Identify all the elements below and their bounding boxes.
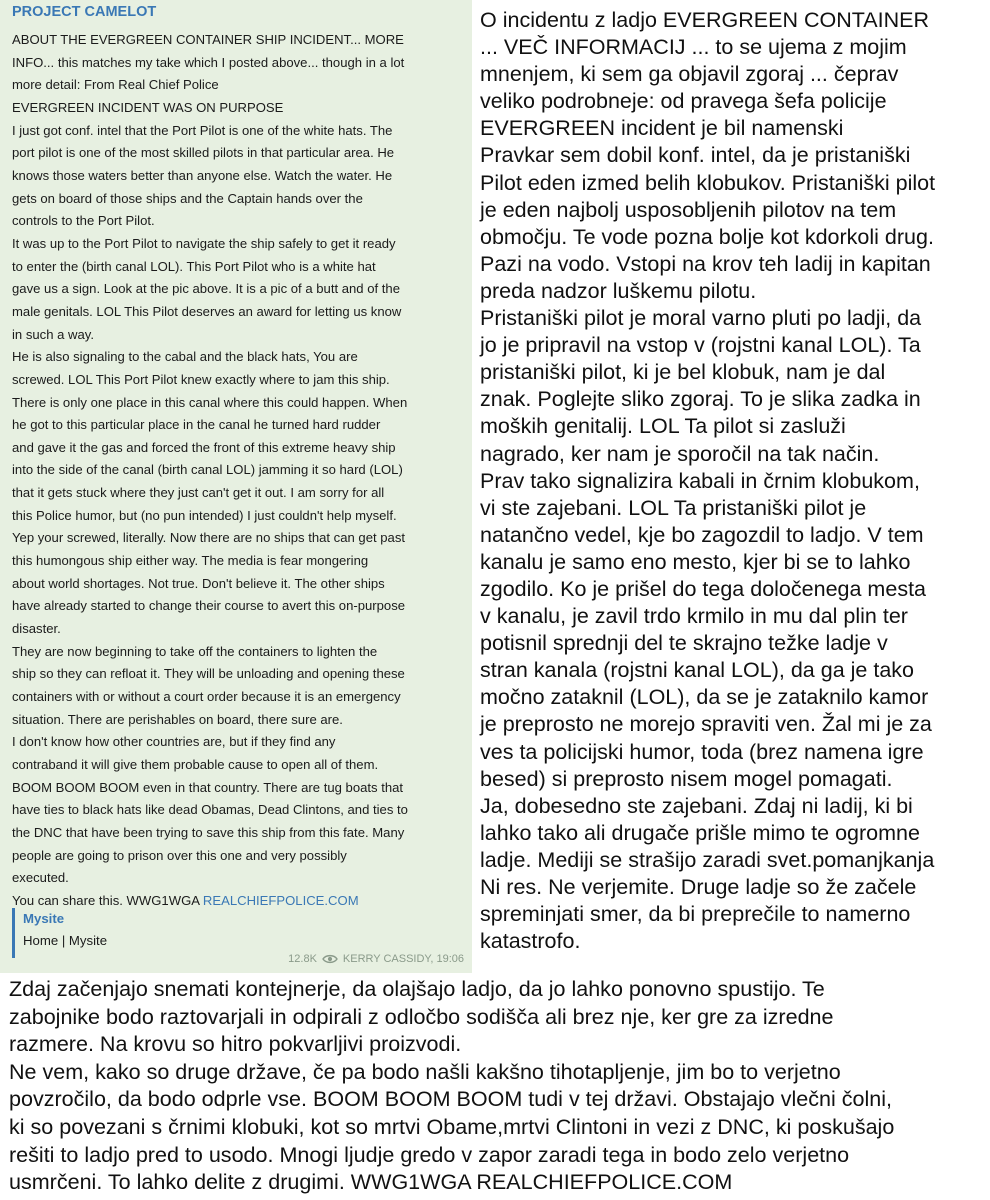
translation-line: rešiti to ladjo pred to usodo. Mnogi ljudje gredo v zapor zaradi tega in bodo zelo verjetno [9, 1141, 850, 1167]
translation-line: zgodilo. Ko je prišel do tega določenega mesta [480, 575, 927, 601]
translation-line: mnenjem, ki sem ga objavil zgoraj ... čeprav [480, 61, 899, 87]
post-line: people are going to prison over this one and very possibly [12, 847, 347, 863]
translation-bottom [9, 975, 990, 1196]
post-line: this Police humor, but (no pun intended) I just couldn't help myself. [12, 507, 397, 523]
post-line: to enter the (birth canal LOL). This Port Pilot who is a white hat [12, 258, 376, 274]
translation-line: Ja, dobesedno ste zajebani. Zdaj ni ladij, ki bi [480, 792, 913, 818]
translation-line: je preprosto ne morejo spraviti ven. Žal mi je za [480, 711, 932, 737]
post-line: BOOM BOOM BOOM even in that country. There are tug boats that [12, 779, 404, 795]
translation-line: znak. Poglejte sliko zgoraj. To je slika zadka in [480, 386, 921, 412]
post-line: male genitals. LOL This Pilot deserves an award for letting us know [12, 303, 402, 319]
translation-line: ... VEČ INFORMACIJ ... to se ujema z mojim [480, 34, 907, 60]
translation-line: Pravkar sem dobil konf. intel, da je pristaniški [480, 142, 911, 168]
post-line: controls to the Port Pilot. [12, 213, 155, 229]
translation-line: Pazi na vodo. Vstopi na krov teh ladij in kapitan [480, 250, 931, 276]
translation-line: močno zataknil (LOL), da se je zataknilo kamor [480, 684, 929, 710]
translation-line: preda nadzor luškemu pilotu. [480, 277, 757, 303]
preview-title[interactable]: Mysite [23, 911, 65, 926]
translation-line: pristaniški pilot, ki je bel klobuk, nam je dal [480, 359, 886, 385]
eye-icon [322, 954, 338, 964]
translation-line: usmrčeni. To lahko delite z drugimi. WWG1WGA REALCHIEFPOLICE.COM [9, 1169, 733, 1195]
post-line: about world shortages. Not true. Don't believe it. The other ships [12, 575, 385, 591]
preview-description: Home | Mysite [23, 933, 108, 948]
telegram-post [0, 0, 472, 973]
translation-line: O incidentu z ladjo EVERGREEN CONTAINER [480, 7, 930, 32]
post-line: executed. [12, 870, 69, 886]
post-line: I don't know how other countries are, but if they find any [12, 734, 336, 750]
translation-line: potisnil sprednji del te skrajno težke ladje v [480, 630, 888, 656]
translation-line: ki so povezani s črnimi klobuki, kot so mrtvi Obame,mrtvi Clintoni in vezi z DNC, ki poskušajo [9, 1113, 895, 1139]
translation-line: stran kanala (rojstni kanal LOL), da ga je tako [480, 657, 915, 683]
translation-right [480, 6, 990, 954]
translation-line: kanalu je samo eno mesto, kjer bi se to lahko [480, 548, 911, 574]
post-line: more detail: From Real Chief Police [12, 77, 219, 93]
post-line: contraband it will give them probable cause to open all of them. [12, 757, 379, 772]
translation-line: Prav tako signalizira kabali in črnim klobukom, [480, 467, 920, 493]
translation-line: nagrado, ker nam je sporočil na tak način. [480, 440, 880, 466]
post-line: have ties to black hats like dead Obamas, Dead Clintons, and ties to [12, 802, 408, 818]
post-line: he got to this particular place in the canal he turned hard rudder [12, 417, 381, 433]
post-line: There is only one place in this canal where this could happen. When [12, 394, 408, 410]
post-line: that it gets stuck where they just can't get it out. I am sorry for all [12, 485, 385, 501]
translation-line: Zdaj začenjajo snemati kontejnerje, da olajšajo ladjo, da jo lahko ponovno spustijo. Te [9, 976, 825, 1001]
post-line: in such a way. [12, 326, 94, 342]
translation-line: lahko tako ali drugače prišle mimo te ogromne [480, 819, 920, 845]
link-preview[interactable] [12, 908, 107, 958]
translation-line: besed) si preprosto nisem mogel pomagati. [480, 765, 893, 791]
translation-line: Ne vem, kako so druge države, če pa bodo našli kakšno tihotapljenje, jim bo to verjetno [9, 1058, 841, 1084]
post-line: the DNC that have been trying to save this ship from this fate. Many [12, 824, 405, 840]
share-text: You can share this. WWG1WGA [12, 892, 203, 908]
translation-line: ladje. Mediji se strašijo zaradi svet.pomanjkanja [480, 846, 935, 872]
post-line: knows those waters better than anyone else. Watch the water. He [12, 167, 393, 183]
author-time: KERRY CASSIDY, 19:06 [342, 953, 464, 965]
channel-name[interactable]: PROJECT CAMELOT [12, 4, 157, 20]
post-line: into the side of the canal (birth canal LOL) jamming it so hard (LOL) [12, 462, 403, 478]
translation-line: Pilot eden izmed belih klobukov. Pristaniški pilot [480, 169, 936, 195]
post-line: He is also signaling to the cabal and the black hats, You are [12, 349, 358, 365]
post-line: gets on board of those ships and the Captain hands over the [12, 190, 363, 206]
post-line: disaster. [12, 621, 61, 637]
post-line: this humongous ship either way. The media is fear mongering [12, 553, 369, 569]
post-line: have already started to change their course to avert this on-purpose [12, 598, 406, 614]
translation-line: Pristaniški pilot je moral varno pluti po ladji, da [480, 305, 922, 331]
translation-line: katastrofo. [480, 928, 581, 954]
post-meta [288, 950, 464, 968]
translation-line: jo je pripravil na vstop v (rojstni kanal LOL). Ta [480, 332, 921, 358]
post-line: INFO... this matches my take which I posted above... though in a lot [12, 54, 405, 70]
post-line: Yep your screwed, literally. Now there are no ships that can get past [12, 530, 406, 546]
post-line: port pilot is one of the most skilled pilots in that particular area. He [12, 145, 395, 161]
post-line: ABOUT THE EVERGREEN CONTAINER SHIP INCIDENT... MORE [12, 32, 404, 47]
post-line: They are now beginning to take off the containers to lighten the [12, 643, 378, 659]
translation-line: v kanalu, je zavil trdo krmilo in mu dal plin ter [480, 603, 908, 629]
translation-line: območju. Te vode pozna bolje kot kdorkoli drug. [480, 223, 934, 249]
translation-line: natančno vedel, kje bo zagozdil to ladjo. V tem [480, 521, 924, 547]
view-count: 12.8K [288, 953, 317, 965]
translation-line: razmere. Na krovu so hitro pokvarljivi proizvodi. [9, 1031, 462, 1057]
translation-line: veliko podrobneje: od pravega šefa policije [480, 88, 887, 114]
translation-line: vi ste zajebani. LOL Ta pristaniški pilot je [480, 494, 867, 520]
translation-line: zabojnike bodo raztovarjali in odpirali z odločbo sodišča ali brez nje, ker gre za izredne [9, 1003, 834, 1029]
translation-line: EVERGREEN incident je bil namenski [480, 115, 844, 141]
post-body [12, 29, 462, 913]
translation-line: je eden najbolj usposobljenih pilotov na tem [480, 196, 897, 222]
post-line: EVERGREEN INCIDENT WAS ON PURPOSE [12, 99, 284, 115]
translation-line: ves ta policijski humor, toda (brez namena igre [480, 738, 924, 764]
post-line: It was up to the Port Pilot to navigate the ship safely to get it ready [12, 235, 396, 251]
post-line: ship so they can refloat it. They will be unloading and opening these [12, 666, 405, 682]
post-line: screwed. LOL This Port Pilot knew exactly where to jam this ship. [12, 371, 390, 387]
post-line: gave us a sign. Look at the pic above. It is a pic of a butt and of the [12, 281, 400, 297]
post-line: containers with or without a court order because it is an emergency [12, 689, 401, 705]
translation-line: moških genitalij. LOL Ta pilot si zasluži [480, 413, 846, 439]
translation-line: povzročilo, da bodo odprle vse. BOOM BOOM BOOM tudi v tej državi. Obstajajo vlečni čolni, [9, 1086, 892, 1112]
post-line: I just got conf. intel that the Port Pilot is one of the white hats. The [12, 122, 393, 138]
translation-line: Ni res. Ne verjemite. Druge ladje so že začele [480, 874, 917, 899]
translation-line: spreminjati smer, da bi preprečile to namerno [480, 901, 911, 927]
share-link[interactable]: REALCHIEFPOLICE.COM [202, 892, 359, 908]
post-line: situation. There are perishables on board, there sure are. [12, 711, 343, 727]
post-line: and gave it the gas and forced the front of this extreme heavy ship [12, 439, 396, 455]
